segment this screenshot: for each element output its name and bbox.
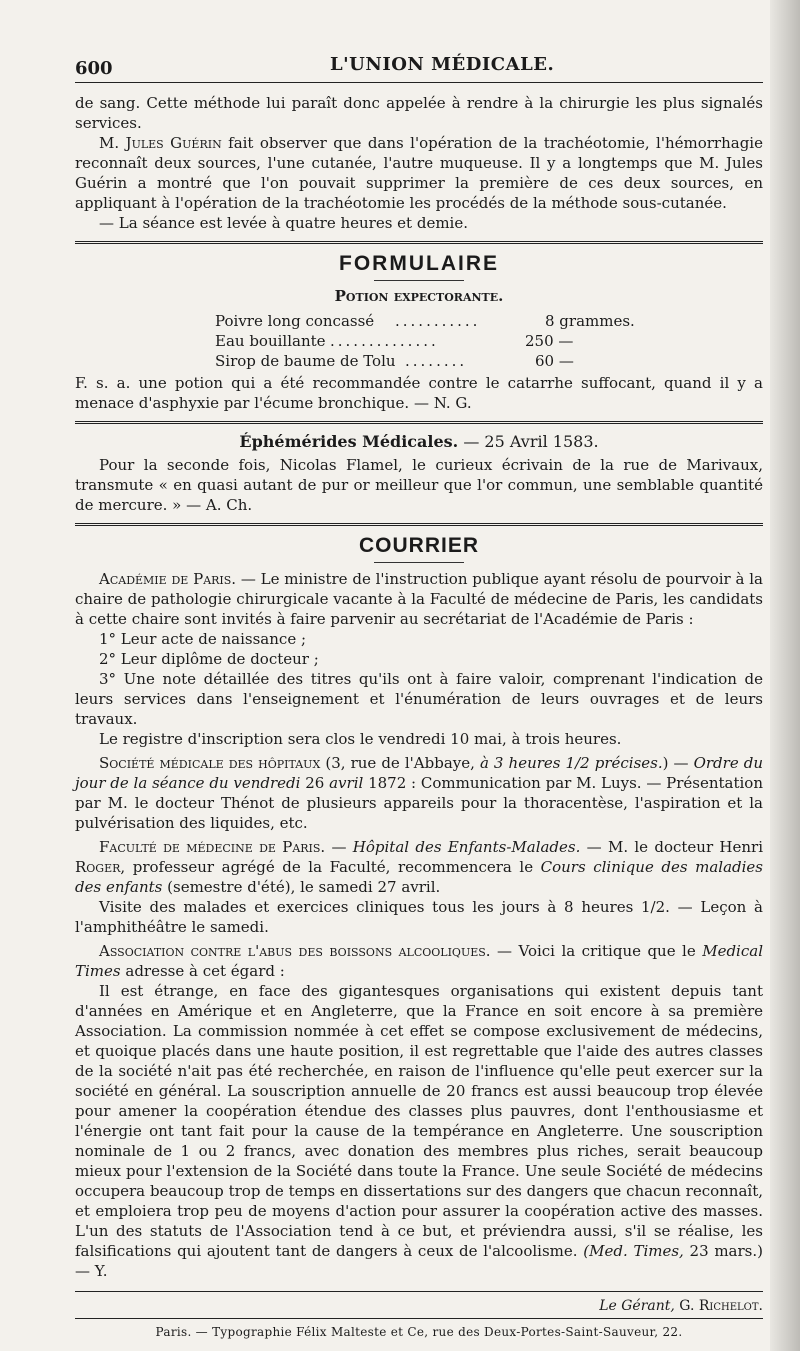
page-number: 600 bbox=[75, 58, 113, 79]
ephemerides-section bbox=[75, 432, 763, 515]
gerant-name: G. Richelot. bbox=[679, 1298, 763, 1314]
recipe-note: F. s. a. une potion qui a été recommandée contre le catarrhe suffocant, quand il y a menace d'asphyxie par l'écume bronchique. — N. G. bbox=[75, 374, 763, 412]
formulaire-section bbox=[75, 252, 763, 413]
societe-text: 1872 : Communication par M. Luys. — Présentation par M. le docteur Thénot de plusieurs appareils pour la thoracentèse, l'aspiration et la pulvérisation des liquides, etc. bbox=[75, 774, 764, 832]
journal-title: L'UNION MÉDICALE. bbox=[330, 54, 555, 75]
association-source: (Med. Times, bbox=[583, 1242, 684, 1260]
registre-paragraph: Le registre d'inscription sera clos le vendredi 10 mai, à trois heures. bbox=[99, 730, 622, 748]
recipe-item-dots: ........ bbox=[405, 352, 468, 370]
faculte-roger: Roger bbox=[75, 858, 121, 876]
faculte-cours: Cours clinique des maladies des enfants bbox=[75, 858, 763, 896]
societe-text: 26 bbox=[300, 774, 330, 792]
societe-text: ) — bbox=[662, 754, 694, 772]
courrier-heading: COURRIER bbox=[358, 534, 479, 557]
association-quote bbox=[75, 981, 763, 1281]
journal-page bbox=[75, 50, 763, 1339]
page-header bbox=[75, 50, 763, 80]
ephemerides-text: Pour la seconde fois, Nicolas Flamel, le curieux écrivain de la rue de Marivaux, transmute « en quasi autant de pur or meilleur que l'or commun, une semblable quantité de mercure. » — A. Ch. bbox=[75, 456, 763, 514]
faculte-text: — M. le docteur Henri bbox=[580, 838, 763, 856]
faculte-text: (semestre d'été), le samedi 27 avril. bbox=[162, 878, 441, 896]
faculte-text: , professeur agrégé de la Faculté, recommencera le bbox=[120, 858, 541, 876]
ephemerides-heading bbox=[75, 432, 763, 451]
list-item: 3° Une note détaillée des titres qu'ils ont à faire valoir, comprenant l'indication de leurs services dans l'enseignement et l'énumération de leurs ouvrages et de leurs travaux. bbox=[75, 670, 763, 728]
recipe-item-qty: 250 — bbox=[525, 332, 574, 350]
speaker-name: M. Jules Guérin bbox=[99, 134, 222, 152]
list-item: 1° Leur acte de naissance ; bbox=[99, 630, 307, 648]
article-continuation bbox=[75, 93, 763, 233]
recipe-item-name: Eau bouillante bbox=[215, 332, 326, 350]
association-quote-text: Il est étrange, en face des gigantesques organisations qui existent depuis tant d'années en Amérique et en Angleterre, que la France en soit encore à sa première Association. La commission nommée à cet effet se compose exclusivement de médecins, et quoique placés dans une haute position, il est regrettable que l'aide des autres classes de la société n'ait pas été recherchée, en raison de l'influence qu'elle peut exercer sur la société en général. La souscription annuelle de 20 francs est aussi beaucoup trop élevée pour amener la coopération étendue des classes plus pauvres, dont l'enthousiasme et l'énergie ont tant fait pour la cause de la tempérance en Angleterre. Une souscription nominale de 1 ou 2 francs, avec donation des membres plus riches, serait beaucoup mieux pour l'extension de la Société dans toute la France. Une seule Société de médecins occupera beaucoup trop de temps en dissertations sur des dangers que chacun reconnaît, et emploiera trop peu de moyens d'action pour assurer la coopération active des masses. L'un des statuts de l'Association tend à ce but, et préviendra aussi, s'il se réalise, les falsifications qui ajoutent tant de dangers à ceux de l'alcoolisme. bbox=[75, 982, 763, 1260]
recipe-item bbox=[75, 331, 763, 351]
recipe-item bbox=[75, 311, 763, 331]
recipe-item-qty: 60 — bbox=[535, 352, 574, 370]
page-edge-shadow bbox=[770, 0, 800, 1351]
section-divider bbox=[75, 523, 763, 526]
association-source-date: 23 mars.) — Y. bbox=[75, 1242, 763, 1280]
heading-rule bbox=[374, 562, 464, 563]
societe-time: à 3 heures 1/2 précises. bbox=[479, 754, 663, 772]
recipe-item-dots: .............. bbox=[330, 332, 439, 350]
ephemerides-date: — 25 Avril 1583. bbox=[463, 432, 599, 451]
recipe-item-dots: ........... bbox=[395, 312, 481, 330]
paragraph-seance-levee: — La séance est levée à quatre heures et demie. bbox=[99, 214, 468, 232]
recipe-item bbox=[75, 351, 763, 371]
formulaire-heading: FORMULAIRE bbox=[339, 252, 499, 275]
section-divider bbox=[75, 241, 763, 244]
paragraph-guerin bbox=[75, 133, 763, 213]
visite-paragraph: Visite des malades et exercices cliniques tous les jours à 8 heures 1/2. — Leçon à l'amphithéâtre le samedi. bbox=[75, 898, 763, 936]
ephemerides-title: Éphémérides Médicales. bbox=[239, 432, 459, 451]
section-divider bbox=[75, 421, 763, 424]
societe-label: Société médicale des hôpitaux bbox=[99, 754, 321, 772]
list-item: 2° Leur diplôme de docteur ; bbox=[99, 650, 319, 668]
academie-paragraph bbox=[75, 569, 763, 629]
academie-label: Académie de Paris. bbox=[99, 570, 237, 588]
paragraph-guerin-text: fait observer que dans l'opération de la trachéotomie, l'hémorrhagie reconnaît deux sources, l'une cutanée, l'autre muqueuse. Il y a longtemps que M. Jules Guérin a montré que l'on pouvait supprimer la première de ces deux sources, en appliquant à l'opération de la trachéotomie les procédés de la méthode sous-cutanée. bbox=[75, 134, 763, 212]
recipe-item-name: Sirop de baume de Tolu bbox=[215, 352, 396, 370]
courrier-section bbox=[75, 534, 763, 1281]
faculte-text: — bbox=[325, 838, 353, 856]
faculte-label: Faculté de médecine de Paris. bbox=[99, 838, 326, 856]
association-label: Association contre l'abus des boissons alcooliques. bbox=[99, 942, 491, 960]
association-text: adresse à cet égard : bbox=[120, 962, 285, 980]
printer-line: Paris. — Typographie Félix Malteste et Ce, rue des Deux-Portes-Saint-Sauveur, 22. bbox=[155, 1325, 683, 1339]
societe-ordre: Ordre du jour de la séance du vendredi bbox=[75, 754, 764, 792]
societe-avril: avril bbox=[329, 774, 364, 792]
societe-text: (3, rue de l'Abbaye, bbox=[320, 754, 480, 772]
faculte-paragraph bbox=[75, 837, 763, 897]
footer-rule bbox=[75, 1318, 763, 1319]
academie-text: — Le ministre de l'instruction publique ayant résolu de pourvoir à la chaire de pathologie chirurgicale vacante à la Faculté de médecine de Paris, les candidats à cette chaire sont invités à faire parvenir au secrétariat de l'Académie de Paris : bbox=[75, 570, 763, 628]
heading-rule bbox=[374, 280, 464, 281]
recipe-item-name: Poivre long concassé bbox=[215, 312, 375, 330]
recipe-item-qty: 8 grammes. bbox=[545, 312, 635, 330]
footer-rule bbox=[75, 1291, 763, 1292]
header-rule bbox=[75, 82, 763, 83]
faculte-hopital: Hôpital des Enfants-Malades. bbox=[352, 838, 581, 856]
association-times: Medical Times bbox=[75, 942, 763, 980]
formulaire-subheading: Potion expectorante. bbox=[334, 287, 504, 305]
association-text: — Voici la critique que le bbox=[490, 942, 703, 960]
gerant-label: Le Gérant, bbox=[599, 1298, 675, 1314]
societe-paragraph bbox=[75, 753, 763, 833]
association-paragraph bbox=[75, 941, 763, 981]
paragraph-methode: de sang. Cette méthode lui paraît donc appelée à rendre à la chirurgie les plus signalés services. bbox=[75, 94, 763, 132]
gerant-line bbox=[75, 1298, 763, 1314]
recipe-list bbox=[75, 311, 763, 371]
